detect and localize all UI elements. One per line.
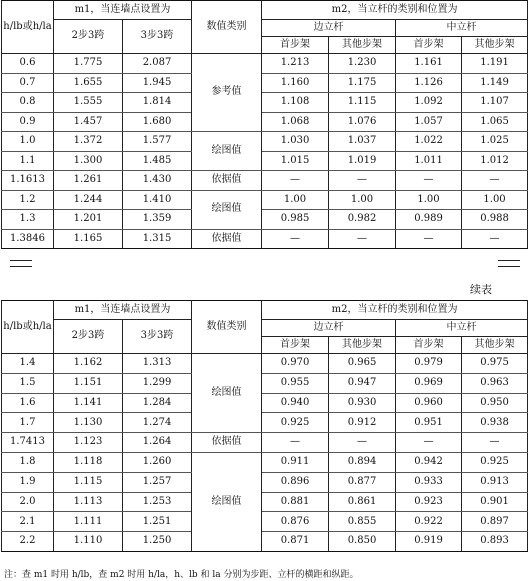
- cell-m1-two-step: 1.113: [54, 492, 123, 512]
- cell-side-first-step: 0.876: [262, 512, 329, 532]
- cell-side-first-step: 0.871: [262, 532, 329, 552]
- cell-m1-three-step: 1.945: [123, 73, 192, 93]
- cell-m1-three-step: 1.430: [123, 171, 192, 191]
- cell-m1-two-step: 1.300: [54, 151, 123, 171]
- cell-m1-two-step: 1.201: [54, 210, 123, 230]
- cell-side-first-step: 1.213: [262, 54, 329, 74]
- cell-side-other-steps: 1.019: [329, 151, 396, 171]
- table-row: [2, 229, 528, 249]
- cell-m1-three-step: 2.087: [123, 54, 192, 74]
- table-footnote: 注：查 m1 时用 h/lb，查 m2 时用 h/la，h、lb 和 la 分别为步距、立杆的横距和纵距。: [4, 570, 359, 580]
- cell-side-other-steps: 0.850: [329, 532, 396, 552]
- cell-m1-two-step: 1.372: [54, 132, 123, 152]
- col-header-middle-first: 首步架: [396, 337, 462, 354]
- cell-m1-two-step: 1.151: [54, 373, 123, 393]
- col-header-side-pole: 边立杆: [262, 320, 396, 337]
- cell-h-over-l: 0.8: [2, 93, 54, 113]
- cell-m1-three-step: 1.250: [123, 532, 192, 552]
- cell-h-over-l: 1.7413: [2, 433, 54, 453]
- table-row: [2, 190, 528, 210]
- cell-m1-two-step: 1.118: [54, 452, 123, 472]
- col-header-m2-group: m2，当立杆的类别和位置为: [262, 301, 528, 320]
- cell-value-type: 参考值: [192, 54, 262, 132]
- cell-h-over-l: 2.1: [2, 512, 54, 532]
- cell-h-over-l: 1.6: [2, 393, 54, 413]
- cell-m1-three-step: 1.313: [123, 354, 192, 374]
- table-row: [2, 433, 528, 453]
- cell-side-other-steps: 0.982: [329, 210, 396, 230]
- col-header-side-other: 其他步架: [329, 37, 396, 54]
- cell-m1-two-step: 1.162: [54, 354, 123, 374]
- cell-h-over-l: 1.1: [2, 151, 54, 171]
- cell-middle-other-steps: 1.00: [462, 190, 528, 210]
- cell-middle-first-step: 1.126: [396, 73, 462, 93]
- table-row: [2, 171, 528, 191]
- cell-side-first-step: 0.911: [262, 452, 329, 472]
- cell-m1-three-step: 1.251: [123, 512, 192, 532]
- cell-side-other-steps: 1.00: [329, 190, 396, 210]
- cell-middle-other-steps: 0.963: [462, 373, 528, 393]
- col-header-side-pole: 边立杆: [262, 20, 396, 37]
- cell-middle-first-step: 0.922: [396, 512, 462, 532]
- table-row: [2, 393, 528, 413]
- cell-m1-three-step: 1.315: [123, 229, 192, 249]
- col-header-middle-other: 其他步架: [462, 37, 528, 54]
- cell-side-first-step: 1.108: [262, 93, 329, 113]
- cell-side-first-step: 1.015: [262, 151, 329, 171]
- cell-side-first-step: 1.068: [262, 112, 329, 132]
- cell-side-other-steps: 0.855: [329, 512, 396, 532]
- cell-middle-first-step: 1.011: [396, 151, 462, 171]
- cell-m1-three-step: 1.814: [123, 93, 192, 113]
- cell-side-first-step: 0.955: [262, 373, 329, 393]
- col-header-three-step: 3步3跨: [123, 320, 192, 354]
- cell-middle-first-step: 0.979: [396, 354, 462, 374]
- cell-side-first-step: —: [262, 433, 329, 453]
- table-break: [0, 254, 530, 272]
- cell-middle-first-step: 1.022: [396, 132, 462, 152]
- table-row: [2, 151, 528, 171]
- col-header-three-step: 3步3跨: [123, 20, 192, 54]
- cell-middle-other-steps: 0.988: [462, 210, 528, 230]
- cell-middle-first-step: 1.161: [396, 54, 462, 74]
- cell-middle-other-steps: 1.025: [462, 132, 528, 152]
- col-header-hl: h/lb或h/la: [2, 1, 54, 54]
- col-header-middle-pole: 中立杆: [396, 320, 528, 337]
- cell-middle-first-step: 1.057: [396, 112, 462, 132]
- cell-side-other-steps: 0.894: [329, 452, 396, 472]
- cell-side-first-step: 0.881: [262, 492, 329, 512]
- table-row: [2, 492, 528, 512]
- cell-side-other-steps: 0.861: [329, 492, 396, 512]
- cell-side-other-steps: 0.965: [329, 354, 396, 374]
- cell-middle-first-step: 0.923: [396, 492, 462, 512]
- col-header-middle-first: 首步架: [396, 37, 462, 54]
- cell-m1-two-step: 1.123: [54, 433, 123, 453]
- cell-middle-other-steps: 1.191: [462, 54, 528, 74]
- cell-h-over-l: 1.0: [2, 132, 54, 152]
- col-header-middle-other: 其他步架: [462, 337, 528, 354]
- table-row: [2, 132, 528, 152]
- cell-middle-other-steps: 0.893: [462, 532, 528, 552]
- cell-value-type: 绘图值: [192, 452, 262, 551]
- cell-m1-three-step: 1.359: [123, 210, 192, 230]
- table-row: [2, 532, 528, 552]
- cell-side-other-steps: 1.230: [329, 54, 396, 74]
- table-row: [2, 93, 528, 113]
- cell-h-over-l: 1.3846: [2, 229, 54, 249]
- cell-side-other-steps: 0.912: [329, 413, 396, 433]
- cell-m1-three-step: 1.260: [123, 452, 192, 472]
- cell-m1-three-step: 1.253: [123, 492, 192, 512]
- col-header-value-type: 数值类别: [192, 301, 262, 354]
- cell-side-first-step: 0.940: [262, 393, 329, 413]
- cell-middle-other-steps: 1.149: [462, 73, 528, 93]
- table-row: [2, 73, 528, 93]
- cell-m1-three-step: 1.577: [123, 132, 192, 152]
- cell-m1-two-step: 1.775: [54, 54, 123, 74]
- col-header-m1-group: m1，当连墙点设置为: [54, 301, 192, 320]
- cell-h-over-l: 1.2: [2, 190, 54, 210]
- cell-side-first-step: 0.896: [262, 472, 329, 492]
- cell-m1-two-step: 1.110: [54, 532, 123, 552]
- cell-value-type: 绘图值: [192, 190, 262, 229]
- col-header-value-type: 数值类别: [192, 1, 262, 54]
- col-header-side-first: 首步架: [262, 37, 329, 54]
- cell-middle-other-steps: —: [462, 171, 528, 191]
- cell-middle-other-steps: —: [462, 229, 528, 249]
- col-header-middle-pole: 中立杆: [396, 20, 528, 37]
- cell-middle-first-step: —: [396, 433, 462, 453]
- cell-m1-three-step: 1.410: [123, 190, 192, 210]
- cell-m1-three-step: 1.284: [123, 393, 192, 413]
- cell-h-over-l: 0.9: [2, 112, 54, 132]
- cell-middle-first-step: 0.989: [396, 210, 462, 230]
- cell-middle-other-steps: 0.938: [462, 413, 528, 433]
- cell-m1-two-step: 1.555: [54, 93, 123, 113]
- cell-m1-two-step: 1.655: [54, 73, 123, 93]
- table-row: [2, 210, 528, 230]
- cell-m1-two-step: 1.261: [54, 171, 123, 191]
- cell-side-other-steps: —: [329, 229, 396, 249]
- cell-m1-two-step: 1.111: [54, 512, 123, 532]
- cell-middle-other-steps: —: [462, 433, 528, 453]
- cell-middle-first-step: 0.919: [396, 532, 462, 552]
- cell-side-other-steps: —: [329, 171, 396, 191]
- cell-middle-other-steps: 0.925: [462, 452, 528, 472]
- cell-middle-first-step: —: [396, 171, 462, 191]
- cell-middle-other-steps: 0.913: [462, 472, 528, 492]
- cell-m1-three-step: 1.485: [123, 151, 192, 171]
- cell-m1-three-step: 1.299: [123, 373, 192, 393]
- cell-middle-first-step: 0.969: [396, 373, 462, 393]
- cell-h-over-l: 1.8: [2, 452, 54, 472]
- cell-value-type: 依据值: [192, 229, 262, 249]
- cell-middle-other-steps: 0.897: [462, 512, 528, 532]
- cell-side-first-step: 1.030: [262, 132, 329, 152]
- cell-side-first-step: 0.925: [262, 413, 329, 433]
- cell-m1-three-step: 1.257: [123, 472, 192, 492]
- cell-side-other-steps: 1.076: [329, 112, 396, 132]
- cell-side-other-steps: 1.115: [329, 93, 396, 113]
- cell-h-over-l: 2.2: [2, 532, 54, 552]
- break-mark-left: [10, 260, 32, 267]
- table-row: [2, 512, 528, 532]
- cell-value-type: 绘图值: [192, 132, 262, 171]
- cell-h-over-l: 0.7: [2, 73, 54, 93]
- cell-m1-two-step: 1.130: [54, 413, 123, 433]
- cell-h-over-l: 1.1613: [2, 171, 54, 191]
- col-header-m1-group: m1，当连墙点设置为: [54, 1, 192, 20]
- coefficient-table-part2: [1, 300, 528, 552]
- cell-side-other-steps: 1.175: [329, 73, 396, 93]
- cell-middle-other-steps: 0.975: [462, 354, 528, 374]
- table-row: [2, 452, 528, 472]
- cell-m1-three-step: 1.264: [123, 433, 192, 453]
- cell-side-other-steps: 0.930: [329, 393, 396, 413]
- cell-middle-first-step: 0.951: [396, 413, 462, 433]
- cell-middle-first-step: 0.942: [396, 452, 462, 472]
- cell-value-type: 绘图值: [192, 354, 262, 433]
- cell-side-first-step: 0.985: [262, 210, 329, 230]
- cell-side-other-steps: 0.877: [329, 472, 396, 492]
- cell-middle-first-step: 1.092: [396, 93, 462, 113]
- cell-side-other-steps: —: [329, 433, 396, 453]
- col-header-two-step: 2步3跨: [54, 20, 123, 54]
- cell-m1-two-step: 1.141: [54, 393, 123, 413]
- cell-m1-two-step: 1.115: [54, 472, 123, 492]
- cell-value-type: 依据值: [192, 433, 262, 453]
- cell-h-over-l: 1.3: [2, 210, 54, 230]
- continued-label: 续表: [470, 283, 492, 296]
- table-row: [2, 54, 528, 74]
- col-header-two-step: 2步3跨: [54, 320, 123, 354]
- cell-side-first-step: 0.970: [262, 354, 329, 374]
- cell-m1-three-step: 1.274: [123, 413, 192, 433]
- cell-side-first-step: —: [262, 229, 329, 249]
- col-header-hl: h/lb或h/la: [2, 301, 54, 354]
- table-row: [2, 413, 528, 433]
- cell-h-over-l: 2.0: [2, 492, 54, 512]
- cell-side-first-step: 1.160: [262, 73, 329, 93]
- cell-middle-first-step: 0.933: [396, 472, 462, 492]
- cell-middle-other-steps: 0.950: [462, 393, 528, 413]
- cell-h-over-l: 1.5: [2, 373, 54, 393]
- table-row: [2, 373, 528, 393]
- col-header-m2-group: m2，当立杆的类别和位置为: [262, 1, 528, 20]
- cell-middle-other-steps: 0.901: [462, 492, 528, 512]
- table-row: [2, 112, 528, 132]
- table-row: [2, 354, 528, 374]
- cell-m1-two-step: 1.457: [54, 112, 123, 132]
- break-mark-right: [498, 260, 520, 267]
- cell-m1-two-step: 1.244: [54, 190, 123, 210]
- cell-h-over-l: 1.9: [2, 472, 54, 492]
- cell-middle-other-steps: 1.012: [462, 151, 528, 171]
- cell-middle-other-steps: 1.065: [462, 112, 528, 132]
- table-row: [2, 472, 528, 492]
- coefficient-table-part1: [1, 0, 528, 249]
- cell-middle-first-step: 0.960: [396, 393, 462, 413]
- cell-h-over-l: 0.6: [2, 54, 54, 74]
- cell-value-type: 依据值: [192, 171, 262, 191]
- cell-side-other-steps: 0.947: [329, 373, 396, 393]
- col-header-side-first: 首步架: [262, 337, 329, 354]
- cell-side-first-step: 1.00: [262, 190, 329, 210]
- cell-h-over-l: 1.4: [2, 354, 54, 374]
- cell-m1-two-step: 1.165: [54, 229, 123, 249]
- cell-middle-first-step: —: [396, 229, 462, 249]
- cell-side-other-steps: 1.037: [329, 132, 396, 152]
- col-header-side-other: 其他步架: [329, 337, 396, 354]
- cell-middle-other-steps: 1.107: [462, 93, 528, 113]
- cell-h-over-l: 1.7: [2, 413, 54, 433]
- cell-middle-first-step: 1.00: [396, 190, 462, 210]
- cell-m1-three-step: 1.680: [123, 112, 192, 132]
- cell-side-first-step: —: [262, 171, 329, 191]
